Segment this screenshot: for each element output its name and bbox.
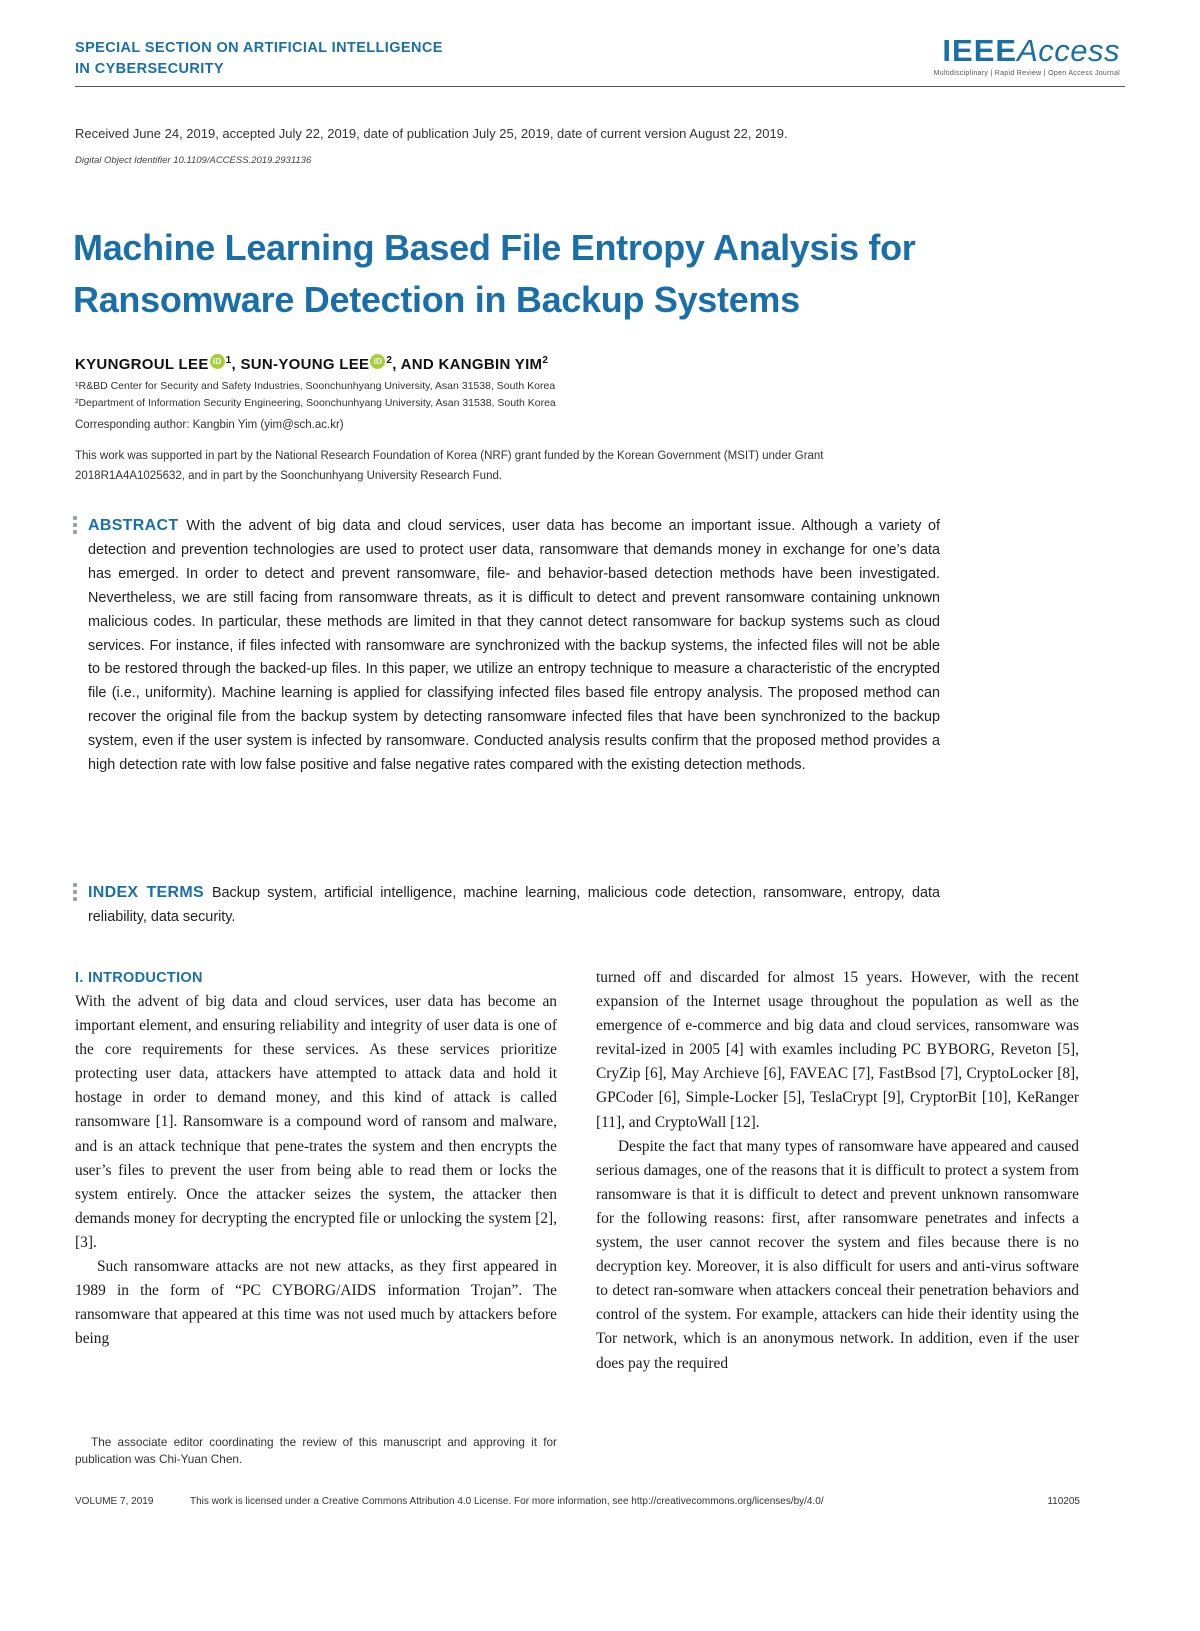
author-3-affiliation: 2	[542, 355, 549, 366]
section-heading-introduction: I. INTRODUCTION	[75, 970, 203, 986]
section-line-2: IN CYBERSECURITY	[75, 61, 224, 77]
orcid-icon[interactable]: iD	[210, 354, 225, 369]
affiliation-1: ¹R&BD Center for Security and Safety Industries, Soonchunhyang University, Asan 31538, South Korea	[75, 380, 556, 392]
footer-license[interactable]: This work is licensed under a Creative Commons Attribution 4.0 License. For more information, see http://creativecommons.org/licenses/by/4.0/	[190, 1496, 824, 1507]
abstract-marker-icon	[73, 516, 79, 537]
index-terms	[88, 881, 940, 929]
abstract-label: ABSTRACT	[88, 517, 179, 534]
footer-volume: VOLUME 7, 2019	[75, 1496, 154, 1507]
orcid-icon[interactable]: iD	[370, 354, 385, 369]
brand-tagline: Multidisciplinary | Rapid Review | Open Access Journal	[933, 70, 1120, 77]
brand-access: Access	[1017, 33, 1120, 68]
funding-statement: This work was supported in part by the National Research Foundation of Korea (NRF) grant funded by the Korean Government (MSIT) under Grant 2018R1A4A1025632, and in part by the Soonchunhyang University Research Fund.	[75, 450, 824, 482]
index-terms-label: INDEX TERMS	[88, 884, 204, 901]
author-1-affiliation: 1	[225, 355, 232, 366]
editor-footnote: The associate editor coordinating the review of this manuscript and approving it for publication was Chi-Yuan Chen.	[75, 1435, 557, 1466]
index-terms-marker-icon	[73, 883, 79, 904]
intro-paragraph-3: turned off and discarded for almost 15 years. However, with the recent expansion of the Internet usage throughout the population as well as the emergence of e-commerce and big data and cloud services, ransomware was revital-ized in 2005 [4] with examles including PC BYBORG, Reveton [5], CryZip [6], May Archieve [6], FAVEAC [7], FastBsod [7], CryptoLocker [8], GPCoder [6], Simple-Locker [5], TeslaCrypt [9], CryptorBit [10], KeRanger [11], and CryptoWall [12].	[596, 969, 1079, 1131]
author-1: KYUNGROUL LEE	[75, 356, 209, 373]
corresponding-author: Corresponding author: Kangbin Yim (yim@sch.ac.kr)	[75, 419, 344, 431]
intro-paragraph-2: Such ransomware attacks are not new attacks, as they first appeared in 1989 in the form of “PC CYBORG/AIDS information Trojan”. The ransomware that appeared at this time was not used much by attackers before being	[75, 1258, 557, 1348]
paper-title: Machine Learning Based File Entropy Analysis for Ransomware Detection in Backup Systems	[73, 227, 916, 320]
author-list	[75, 354, 548, 373]
doi: Digital Object Identifier 10.1109/ACCESS.2019.2931136	[75, 155, 312, 166]
author-2: , SUN-YOUNG LEE	[231, 356, 370, 373]
header-divider	[75, 86, 1125, 87]
author-3: , AND KANGBIN YIM	[392, 356, 543, 373]
section-line-1: SPECIAL SECTION ON ARTIFICIAL INTELLIGENCE	[75, 40, 443, 56]
author-2-affiliation: 2	[386, 355, 393, 366]
abstract-text: With the advent of big data and cloud services, user data has become an important issue. Although a variety of detection and prevention technologies are used to protect user data, ransomware that demands money in exchange for one’s data has emerged. In order to detect and prevent ransomware, file- and behavior-based detection methods have been investigated. Nevertheless, we are still facing from ransomware threats, as it is difficult to detect and prevent ransomware containing unknown malicious codes. In particular, these methods are limited in that they cannot detect ransomware for backup systems such as cloud services. For instance, if files infected with ransomware are synchronized with the backup systems, the infected files will not be able to be restored through the backed-up files. In this paper, we utilize an entropy technique to measure a characteristic of the encrypted file (i.e., uniformity). Machine learning is applied for classifying infected files based file entropy analysis. The proposed method can recover the original file from the backup system by detecting ransomware infected files that have been synchronized to the backup system, even if the user system is infected by ransomware. Conducted analysis results confirm that the proposed method provides a high detection rate with low false positive and false negative rates compared with the existing detection methods.	[88, 518, 940, 774]
brand-ieee: IEEE	[942, 33, 1018, 68]
intro-paragraph-4: Despite the fact that many types of ransomware have appeared and caused serious damages, one of the reasons that it is difficult to protect a system from ransomware is that it is difficult to detect and prevent unknown ransomware for the following reasons: first, after ransomware penetrates and infects a system, the user cannot recover the system and files because there is no decryption key. Moreover, it is also difficult for users and anti-virus software to detect ran-somware when attackers conceal their penetration behaviors and control of the system. For example, attackers can hide their identity using the Tor network, which is an anonymous network. In addition, even if the user does pay the required	[596, 1137, 1079, 1372]
publication-dates: Received June 24, 2019, accepted July 22, 2019, date of publication July 25, 2019, date of current version August 22, 2019.	[75, 126, 788, 141]
brand-wordmark	[934, 34, 1120, 68]
index-terms-text: Backup system, artificial intelligence, machine learning, malicious code detection, ransomware, entropy, data reliability, data security.	[88, 885, 940, 925]
special-section-heading	[75, 38, 443, 80]
body-column-left	[75, 966, 557, 1351]
footer-page-number: 110205	[1047, 1496, 1080, 1507]
body-column-right	[596, 966, 1079, 1376]
intro-paragraph-1: With the advent of big data and cloud services, user data has become an important element, and ensuring reliability and integrity of user data is one of the core requirements for these services. As these services prioritize protecting user data, attackers have attempted to attack data and hold it hostage in order to demand money, and this kind of attack is called ransomware [1]. Ransomware is a compound word of ransom and malware, and is an attack technique that pene-trates the system and then encrypts the user’s files to prevent the user from being able to read them or locks the system entirely. Once the attacker seizes the system, the attacker then demands money for decrypting the encrypted file or unlocking the system [2], [3].	[75, 993, 557, 1251]
ieee-access-logo	[934, 34, 1120, 77]
affiliation-2: ²Department of Information Security Engineering, Soonchunhyang University, Asan 31538, South Korea	[75, 397, 556, 409]
abstract	[88, 514, 940, 778]
